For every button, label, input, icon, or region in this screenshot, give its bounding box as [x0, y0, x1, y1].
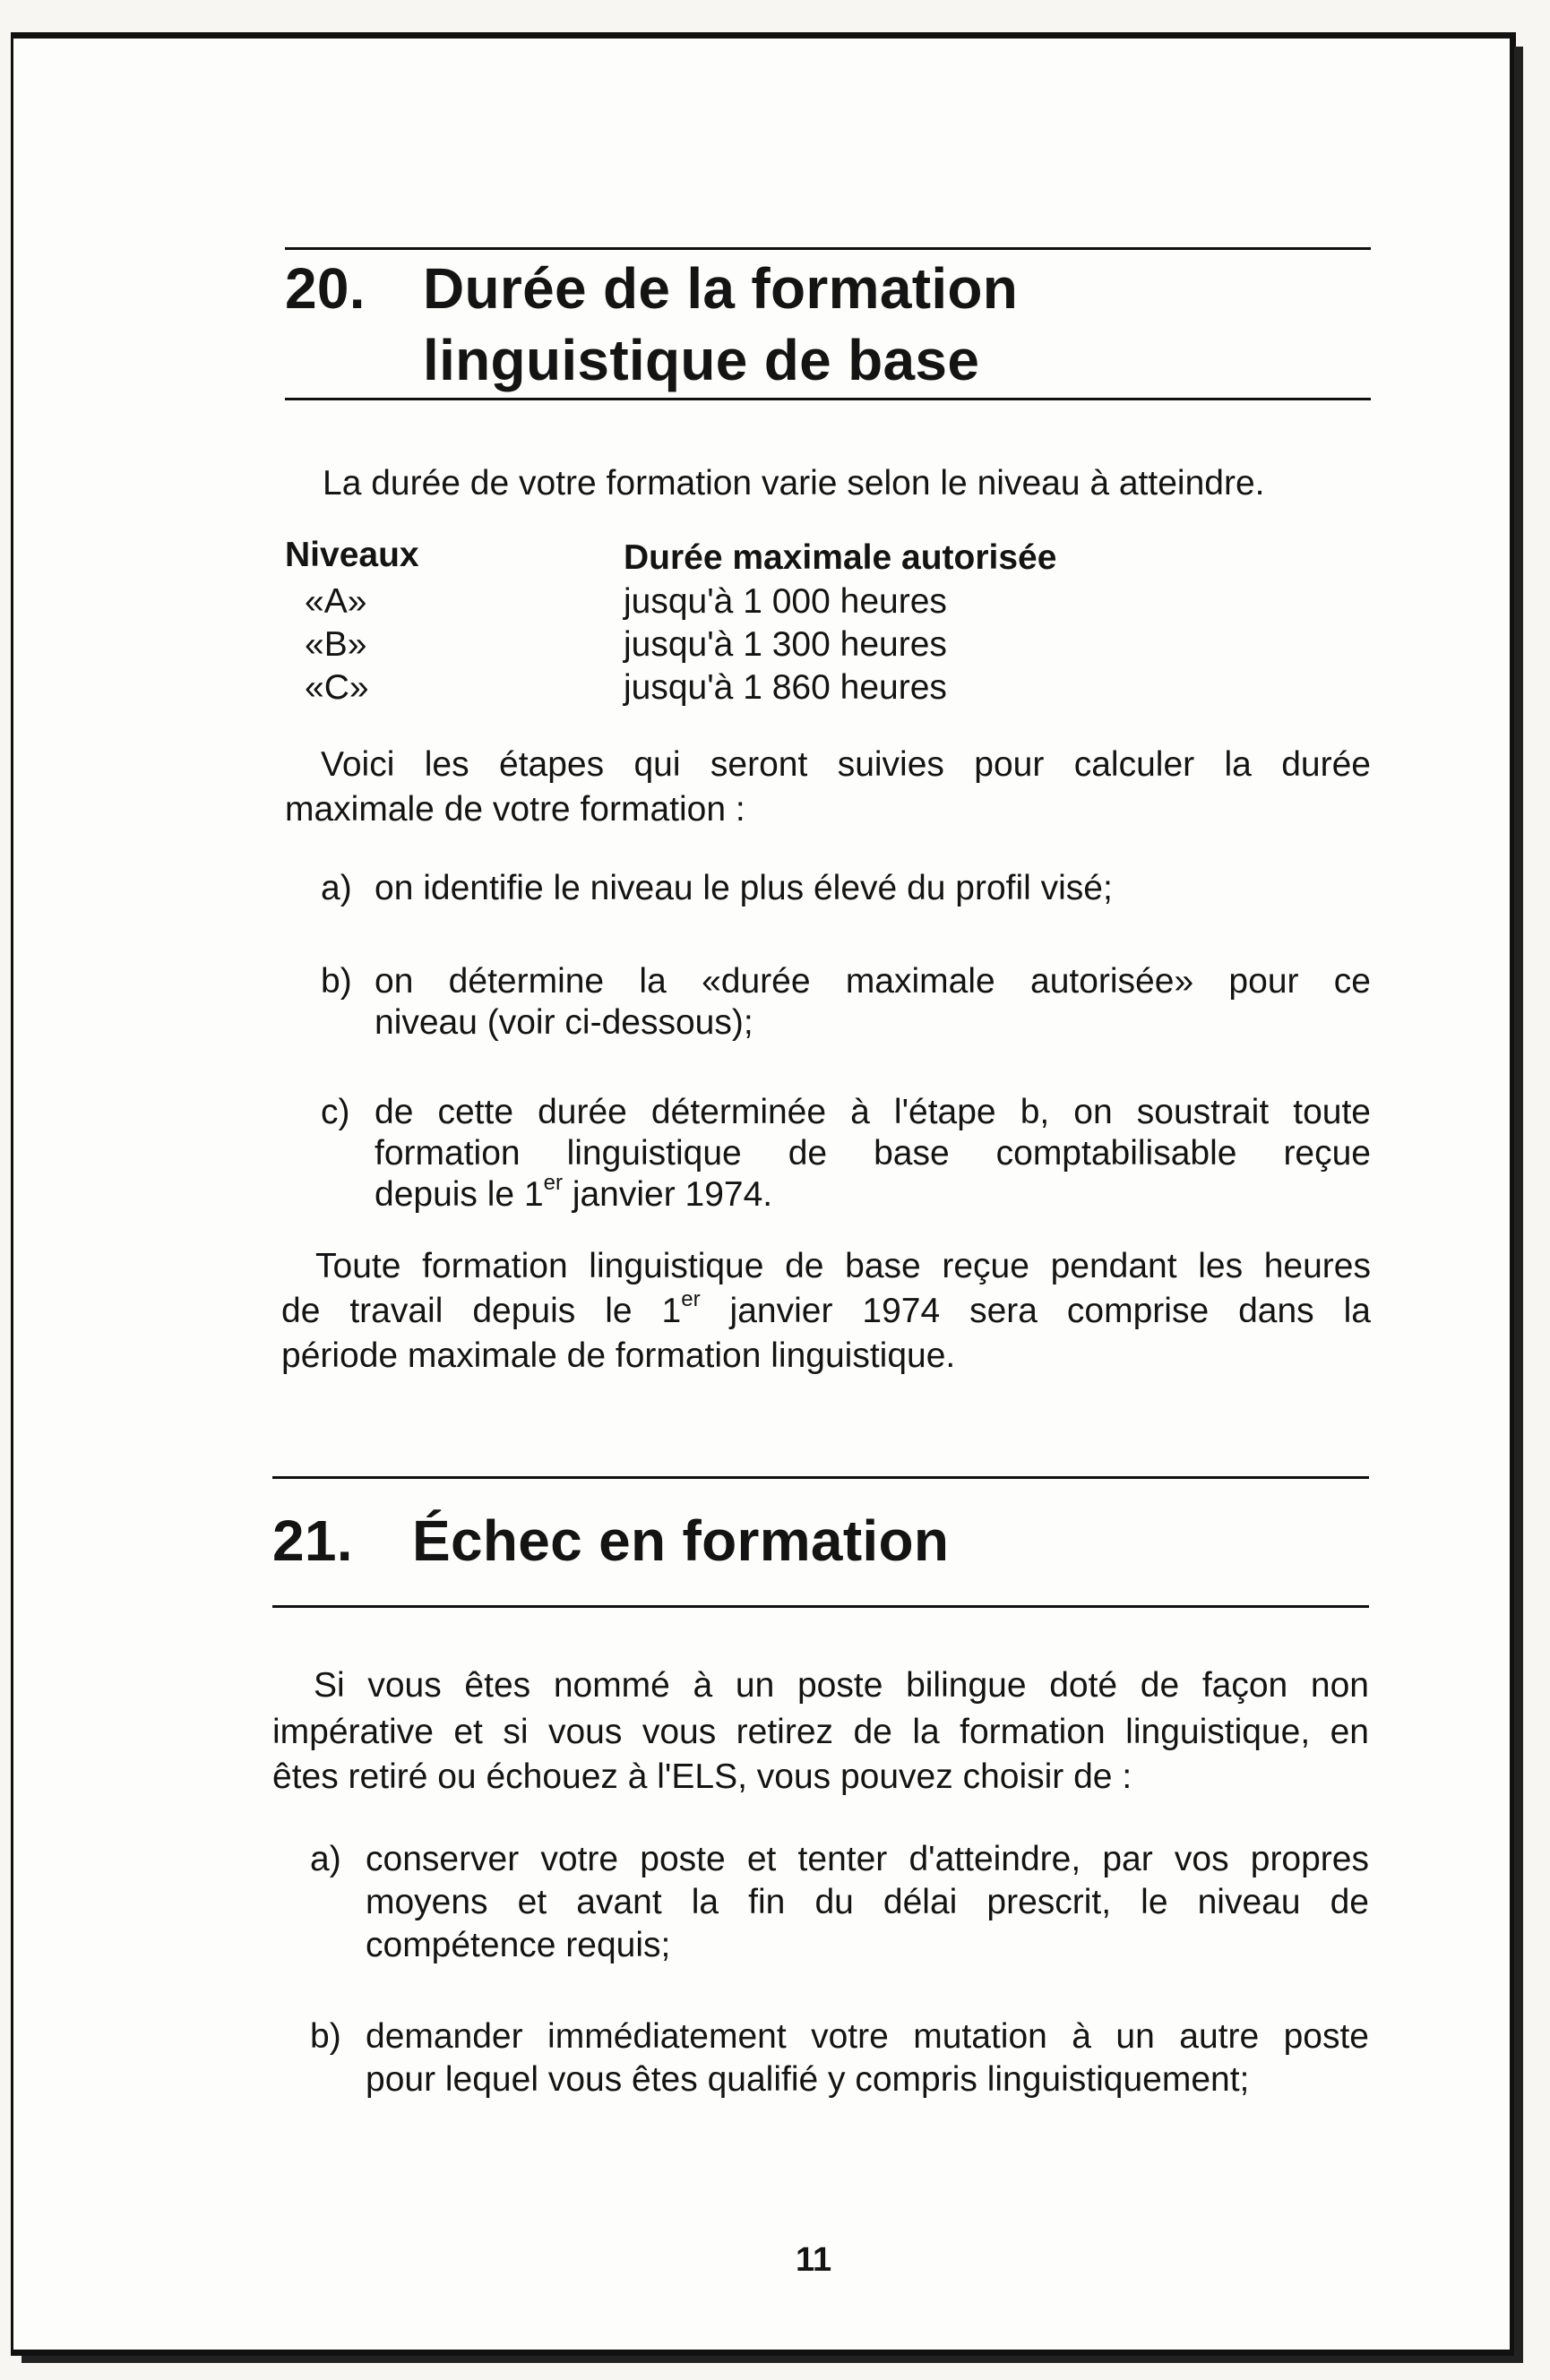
steps-intro-line1: Voici les étapes qui seront suivies pour calculer la durée [321, 745, 1371, 784]
section-21-top-rule [272, 1476, 1369, 1479]
option-b-marker: b) [310, 2017, 341, 2056]
page-number: 11 [796, 2241, 832, 2279]
superscript: er [543, 1171, 563, 1195]
section-20-number: 20. [285, 256, 366, 321]
step-c-text-line3: depuis le 1er janvier 1974. [375, 1171, 773, 1214]
section-20-bottom-rule [285, 398, 1371, 400]
superscript: er [681, 1287, 701, 1311]
section-21-number: 21. [272, 1508, 353, 1573]
step-b-text-line2: niveau (voir ci-dessous); [375, 1003, 753, 1042]
table-row-level: «C» [305, 668, 369, 707]
section-21-title: Échec en formation [412, 1508, 950, 1573]
table-row-duration: jusqu'à 1 300 heures [624, 625, 947, 664]
option-a-text-line1: conserver votre poste et tenter d'atteindre, par vos propres [366, 1840, 1369, 1878]
step-a-marker: a) [321, 869, 352, 907]
steps-intro-line2: maximale de votre formation : [285, 790, 745, 829]
section-21-intro-line3: êtes retiré ou échouez à l'ELS, vous pouvez choisir de : [272, 1757, 1132, 1796]
table-row-duration: jusqu'à 1 000 heures [624, 582, 947, 621]
step-c-marker: c) [321, 1093, 350, 1131]
closing-line1: Toute formation linguistique de base reçue pendant les heures [315, 1247, 1371, 1285]
step-a-text: on identifie le niveau le plus élevé du profil visé; [375, 869, 1113, 907]
option-b-text-line2: pour lequel vous êtes qualifié y compris linguistiquement; [366, 2060, 1250, 2099]
table-header-duration: Durée maximale autorisée [624, 538, 1057, 577]
page-frame-shadow [1514, 47, 1523, 2363]
option-a-marker: a) [310, 1840, 341, 1878]
step-c-text-line2: formation linguistique de base comptabilisable reçue [375, 1134, 1371, 1173]
table-row-level: «B» [305, 625, 367, 664]
section-21-bottom-rule [272, 1605, 1369, 1608]
section-21-intro-line2: impérative et si vous vous retirez de la formation linguistique, en [272, 1713, 1369, 1751]
option-a-text-line3: compétence requis; [366, 1926, 671, 1964]
step-b-marker: b) [321, 962, 352, 1001]
table-row-level: «A» [305, 582, 367, 621]
section-20-title-line2: linguistique de base [423, 328, 980, 392]
closing-line2: de travail depuis le 1er janvier 1974 sera comprise dans la [281, 1287, 1371, 1330]
option-a-text-line2: moyens et avant la fin du délai prescrit, le niveau de [366, 1883, 1369, 1921]
section-20-top-rule [285, 247, 1371, 250]
section-20-intro: La durée de votre formation varie selon le niveau à atteindre. [323, 464, 1265, 503]
step-c-text-line1: de cette durée déterminée à l'étape b, on soustrait toute [375, 1093, 1371, 1131]
option-b-text-line1: demander immédiatement votre mutation à un autre poste [366, 2017, 1369, 2056]
section-21-intro-line1: Si vous êtes nommé à un poste bilingue doté de façon non [314, 1666, 1369, 1705]
step-b-text-line1: on détermine la «durée maximale autorisée» pour ce [375, 962, 1371, 1001]
section-20-title-line1: Durée de la formation [423, 256, 1019, 321]
table-row-duration: jusqu'à 1 860 heures [624, 668, 947, 707]
closing-line3: période maximale de formation linguistique. [281, 1336, 956, 1375]
page-frame-shadow-bottom [22, 2356, 1523, 2363]
table-header-levels: Niveaux [285, 536, 419, 574]
